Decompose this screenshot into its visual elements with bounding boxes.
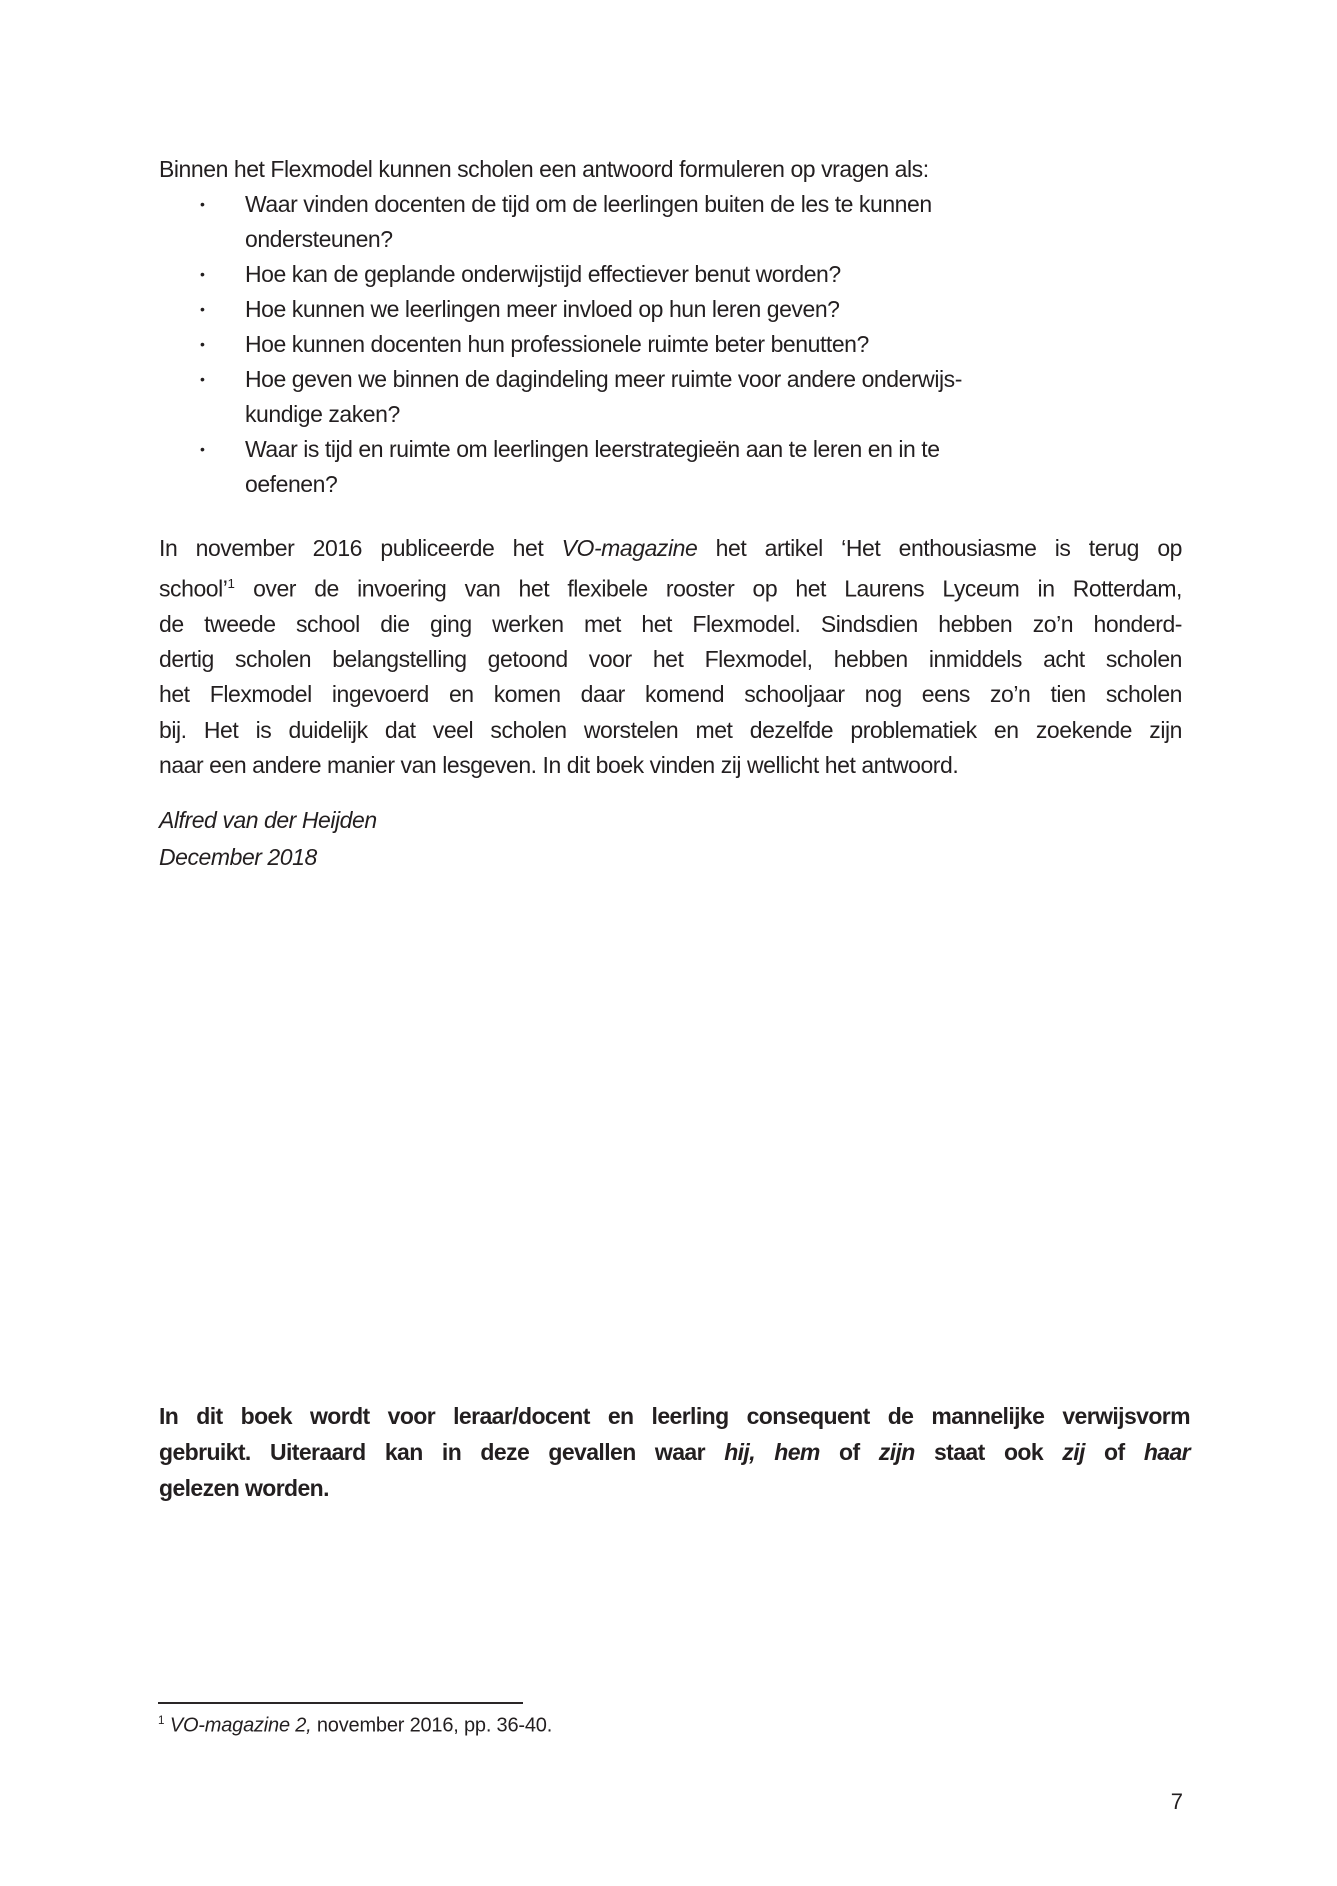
text-line <box>159 566 1182 607</box>
text-segment: gebruikt. Uiteraard kan in deze gevallen waar <box>159 1439 725 1465</box>
list-item <box>159 362 1182 432</box>
signature-date: December 2018 <box>159 844 317 870</box>
text-line <box>245 257 1182 292</box>
text-line <box>159 1434 1190 1470</box>
text-segment: Hoe kunnen we leerlingen meer invloed op hun leren geven? <box>245 296 840 322</box>
bullet-marker-icon: • <box>200 336 205 352</box>
text-segment: hij, hem <box>724 1439 820 1465</box>
text-segment: de tweede school die ging werken met het Flexmodel. Sindsdien hebben zo’n honderd- <box>159 611 1182 638</box>
body-paragraph <box>159 531 1182 783</box>
bullet-marker-icon: • <box>200 371 205 387</box>
text-line <box>245 397 1182 432</box>
bullet-marker-icon: • <box>200 196 205 212</box>
text-segment: Hoe geven we binnen de dagindeling meer ruimte voor andere onderwijs- <box>245 366 962 392</box>
text-segment: Waar is tijd en ruimte om leerlingen leerstrategieën aan te leren en in te <box>245 436 940 462</box>
text-line <box>159 152 1182 187</box>
text-segment: In november 2016 publiceerde het <box>159 535 562 561</box>
footnote-divider <box>158 1702 523 1704</box>
footnote <box>158 1708 1058 1739</box>
text-segment: zij <box>1062 1439 1085 1465</box>
text-segment: of <box>819 1439 879 1465</box>
text-line <box>245 187 1182 222</box>
text-line <box>245 327 1182 362</box>
text-line <box>159 642 1182 677</box>
text-line <box>245 432 1182 467</box>
list-item <box>159 257 1182 292</box>
list-item <box>159 432 1182 502</box>
text-segment: school’ <box>159 575 228 602</box>
text-segment: oefenen? <box>245 471 338 497</box>
list-item <box>159 292 1182 327</box>
text-line <box>159 531 1182 566</box>
text-segment: staat ook <box>914 1439 1063 1465</box>
text-segment: kundige zaken? <box>245 401 400 427</box>
text-line <box>245 467 1182 502</box>
bullet-text <box>245 187 1182 257</box>
page-number: 7 <box>1170 1789 1183 1814</box>
text-line <box>245 222 1182 257</box>
intro-line <box>159 152 1182 187</box>
text-segment: bij. Het is duidelijk dat veel scholen worstelen met dezelfde problematiek en zoekende zijn <box>159 716 1182 743</box>
bullet-text <box>245 432 1182 502</box>
text-line <box>245 292 1182 327</box>
text-segment: VO-magazine <box>561 535 698 561</box>
text-segment: het Flexmodel ingevoerd en komen daar komend schooljaar nog eens zo’n tien scholen <box>159 681 1182 708</box>
gender-usage-note <box>159 1398 1190 1506</box>
text-segment: haar <box>1143 1439 1190 1465</box>
text-line <box>245 362 1182 397</box>
bullet-marker-icon: • <box>200 266 205 282</box>
text-segment: Binnen het Flexmodel kunnen scholen een antwoord formuleren op vragen als: <box>159 156 929 182</box>
text-segment: of <box>1084 1439 1144 1465</box>
text-segment: Hoe kan de geplande onderwijstijd effectiever benut worden? <box>245 261 841 287</box>
text-line <box>159 1398 1190 1434</box>
text-segment: over de invoering van het flexibele rooster op het Laurens Lyceum in Rotterdam, <box>234 575 1182 602</box>
text-segment: In dit boek wordt voor leraar/docent en leerling consequent de mannelijke verwijsvorm <box>159 1403 1190 1429</box>
text-segment: 1 <box>227 576 235 592</box>
text-segment: november 2016, pp. 36-40. <box>311 1714 553 1737</box>
text-segment: naar een andere manier van lesgeven. In dit boek vinden zij wellicht het antwoord. <box>159 751 959 778</box>
text-line <box>159 1470 1190 1506</box>
text-line <box>159 677 1182 712</box>
text-segment: ondersteunen? <box>245 226 393 252</box>
signature-author: Alfred van der Heijden <box>159 807 377 833</box>
bullet-marker-icon: • <box>200 441 205 457</box>
bullet-text <box>245 362 1182 432</box>
text-line <box>159 713 1182 748</box>
bullet-text <box>245 292 1182 327</box>
text-segment: het artikel ‘Het enthousiasme is terug op <box>697 535 1183 561</box>
list-item <box>159 187 1182 257</box>
bullet-marker-icon: • <box>200 301 205 317</box>
bullet-text <box>245 257 1182 292</box>
text-segment: 1 <box>158 1714 165 1727</box>
text-segment: zijn <box>878 1439 915 1465</box>
bullet-text <box>245 327 1182 362</box>
text-segment: gelezen worden. <box>159 1475 329 1501</box>
bullet-list <box>159 187 1182 502</box>
text-line <box>159 748 1182 783</box>
signature-block <box>159 802 1182 876</box>
intro-and-questions <box>159 152 1182 502</box>
text-segment: VO-magazine 2, <box>169 1714 312 1737</box>
text-line <box>159 607 1182 642</box>
text-segment: Waar vinden docenten de tijd om de leerlingen buiten de les te kunnen <box>245 191 932 217</box>
text-segment: dertig scholen belangstelling getoond voor het Flexmodel, hebben inmiddels acht scholen <box>159 646 1182 673</box>
list-item <box>159 327 1182 362</box>
text-segment: Hoe kunnen docenten hun professionele ruimte beter benutten? <box>245 331 869 357</box>
